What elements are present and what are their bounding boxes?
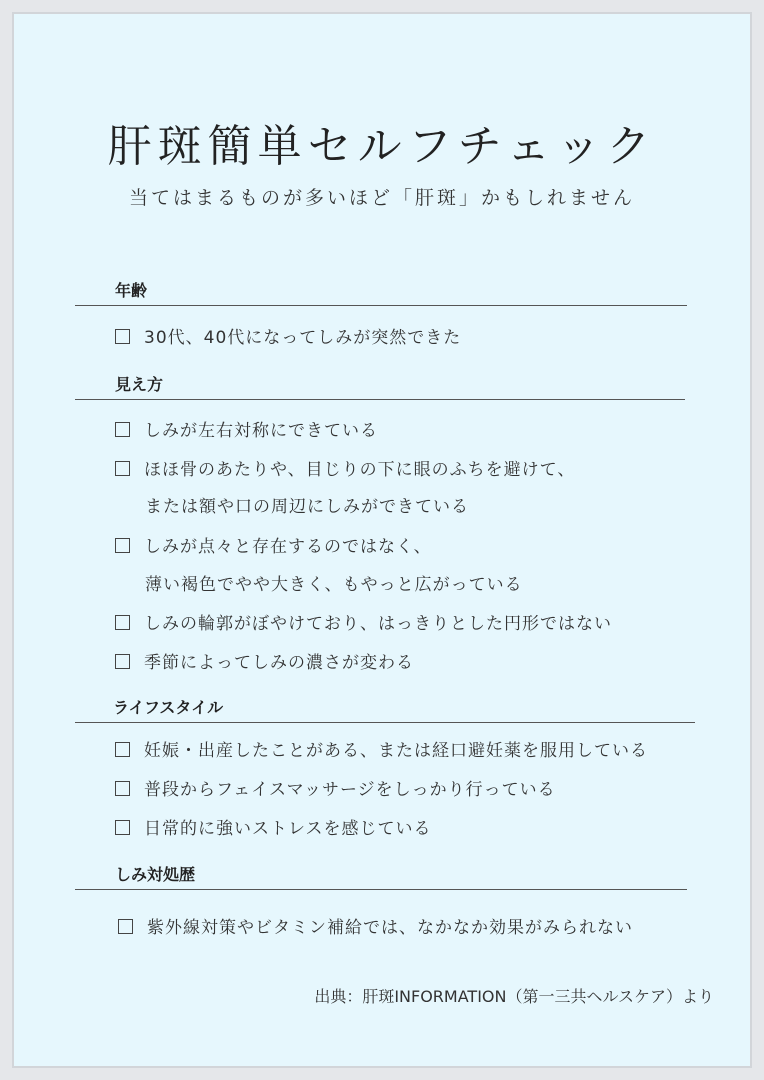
checkbox-icon[interactable]	[115, 422, 130, 437]
page-title: 肝斑簡単セルフチェック	[107, 121, 657, 172]
checklist-item[interactable]: 妊娠・出産したことがある、または経口避妊薬を服用している	[115, 736, 648, 761]
checklist-item[interactable]: しみが左右対称にできている	[115, 416, 378, 441]
checklist-item[interactable]: 日常的に強いストレスを感じている	[115, 814, 432, 839]
section-divider	[75, 399, 685, 400]
section-heading-age: 年齢	[115, 281, 148, 300]
checklist-item[interactable]: 季節によってしみの濃さが変わる	[115, 648, 414, 673]
checkbox-icon[interactable]	[115, 742, 130, 757]
checkbox-icon[interactable]	[115, 820, 130, 835]
checklist-item[interactable]: しみの輪郭がぼやけており、はっきりとした円形ではない	[115, 609, 612, 634]
checklist-item-continuation: または額や口の周辺にしみができている	[145, 497, 469, 517]
section-divider	[75, 305, 687, 306]
checklist-item[interactable]: 紫外線対策やビタミン補給では、なかなか効果がみられない	[118, 913, 633, 938]
source-citation: 出典：肝斑INFORMATION（第一三共ヘルスケア）より	[314, 987, 714, 1006]
section-heading-lifestyle: ライフスタイル	[113, 698, 224, 717]
checkbox-icon[interactable]	[118, 919, 133, 934]
checkbox-icon[interactable]	[115, 654, 130, 669]
checkbox-icon[interactable]	[115, 615, 130, 630]
checkbox-icon[interactable]	[115, 329, 130, 344]
checklist-item[interactable]: しみが点々と存在するのではなく、	[115, 532, 432, 557]
page-subtitle: 当てはまるものが多いほど「肝斑」かもしれません	[128, 187, 635, 209]
checkbox-icon[interactable]	[115, 461, 130, 476]
checkbox-icon[interactable]	[115, 781, 130, 796]
checklist-item[interactable]: 30代、40代になってしみが突然できた	[115, 323, 461, 348]
section-heading-appearance: 見え方	[115, 375, 164, 394]
section-divider	[75, 722, 695, 723]
checklist-item[interactable]: 普段からフェイスマッサージをしっかり行っている	[115, 775, 556, 800]
section-heading-treatment-history: しみ対処歴	[115, 865, 196, 884]
section-divider	[75, 889, 687, 890]
checklist-item-continuation: 薄い褐色でやや大きく、もやっと広がっている	[145, 575, 523, 595]
checkbox-icon[interactable]	[115, 538, 130, 553]
checklist-item[interactable]: ほほ骨のあたりや、目じりの下に眼のふちを避けて、	[115, 455, 575, 480]
